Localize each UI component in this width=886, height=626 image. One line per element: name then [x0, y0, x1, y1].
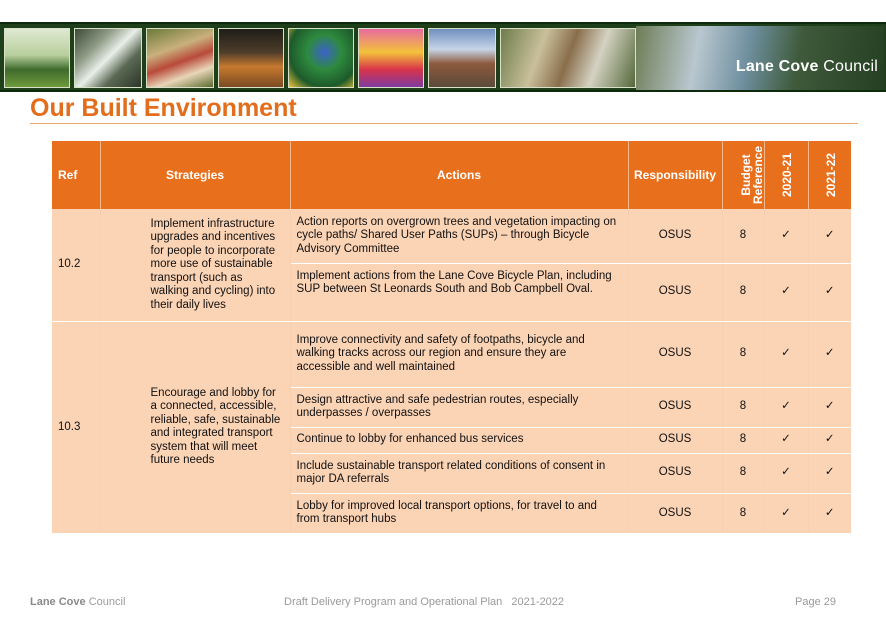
responsibility-cell: OSUS	[628, 387, 722, 427]
strategy-actions-table	[52, 141, 851, 533]
table-row	[52, 321, 851, 387]
brand-bold: Lane Cove	[735, 58, 819, 75]
check-2020-21: ✓	[764, 209, 808, 263]
responsibility-cell: OSUS	[628, 321, 722, 387]
strategy-cell: Encourage and lobby for a connected, accessible, reliable, safe, sustainable and integrated transport system that will meet future needs	[100, 321, 290, 533]
action-cell: Design attractive and safe pedestrian routes, especially underpasses / overpasses	[290, 387, 628, 427]
park-photo	[4, 28, 70, 88]
check-2020-21: ✓	[764, 427, 808, 453]
action-cell: Include sustainable transport related conditions of consent in major DA referrals	[290, 453, 628, 493]
table-row	[52, 209, 851, 263]
check-2021-22: ✓	[808, 493, 851, 533]
waterfall-photo	[74, 28, 142, 88]
footer-doc-title: Draft Delivery Program and Operational Plan 2021-2022	[284, 596, 565, 608]
header-2021-22	[808, 141, 851, 209]
header-y2-label: 2021-22	[823, 152, 838, 198]
check-2021-22: ✓	[808, 263, 851, 321]
check-2021-22: ✓	[808, 453, 851, 493]
night-market-photo	[218, 28, 284, 88]
check-2020-21: ✓	[764, 453, 808, 493]
check-2020-21: ✓	[764, 493, 808, 533]
lorikeet-photo	[288, 28, 354, 88]
budget-cell: 8	[722, 209, 764, 263]
budget-cell: 8	[722, 493, 764, 533]
strategy-cell: Implement infrastructure upgrades and incentives for people to incorporate more use of sustainable transport (such as walking and cycling) into their daily lives	[100, 209, 290, 321]
header-2020-21	[764, 141, 808, 209]
check-2020-21: ✓	[764, 321, 808, 387]
brand-light: Council	[823, 58, 878, 75]
responsibility-cell: OSUS	[628, 493, 722, 533]
action-cell: Implement actions from the Lane Cove Bicycle Plan, including SUP between St Leonards South and Bob Campbell Oval.	[290, 263, 628, 321]
budget-cell: 8	[722, 427, 764, 453]
header-y1-label: 2020-21	[779, 152, 794, 198]
budget-cell: 8	[722, 387, 764, 427]
action-cell: Action reports on overgrown trees and vegetation impacting on cycle paths/ Shared User Paths (SUPs) – through Bicycle Advisory Committee	[290, 209, 628, 263]
check-2021-22: ✓	[808, 387, 851, 427]
header-strategies: Strategies	[100, 141, 290, 209]
responsibility-cell: OSUS	[628, 209, 722, 263]
header-ref: Ref	[52, 141, 100, 209]
check-2020-21: ✓	[764, 263, 808, 321]
street-cafe-photo	[500, 28, 636, 88]
budget-cell: 8	[722, 321, 764, 387]
check-2021-22: ✓	[808, 321, 851, 387]
footer-org-bold: Lane Cove	[30, 596, 86, 608]
responsibility-cell: OSUS	[628, 263, 722, 321]
budget-cell: 8	[722, 263, 764, 321]
page-title: Our Built Environment	[30, 94, 297, 122]
budget-cell: 8	[722, 453, 764, 493]
action-cell: Continue to lobby for enhanced bus services	[290, 427, 628, 453]
responsibility-cell: OSUS	[628, 427, 722, 453]
check-2020-21: ✓	[764, 387, 808, 427]
header-banner	[0, 22, 886, 92]
footer-org-light: Council	[88, 596, 126, 608]
header-budget-reference	[722, 141, 764, 209]
header-actions: Actions	[290, 141, 628, 209]
ref-cell: 10.3	[52, 321, 100, 533]
action-cell: Lobby for improved local transport options, for travel to and from transport hubs	[290, 493, 628, 533]
footer-org	[30, 596, 125, 608]
responsibility-cell: OSUS	[628, 453, 722, 493]
ref-cell: 10.2	[52, 209, 100, 321]
title-divider	[30, 123, 858, 124]
action-cell: Improve connectivity and safety of footpaths, bicycle and walking tracks across our region and ensure they are accessible and well maintained	[290, 321, 628, 387]
header-budget-line2: Reference	[750, 145, 765, 204]
heritage-building-photo	[428, 28, 496, 88]
dancer-photo	[358, 28, 424, 88]
footer-page-number: Page 29	[795, 596, 836, 608]
table-header-row	[52, 141, 851, 209]
festival-photo	[146, 28, 214, 88]
council-logo	[736, 58, 878, 76]
check-2021-22: ✓	[808, 209, 851, 263]
header-responsibility: Responsibility	[628, 141, 722, 209]
check-2021-22: ✓	[808, 427, 851, 453]
header-budget-line1: Budget	[738, 153, 753, 196]
